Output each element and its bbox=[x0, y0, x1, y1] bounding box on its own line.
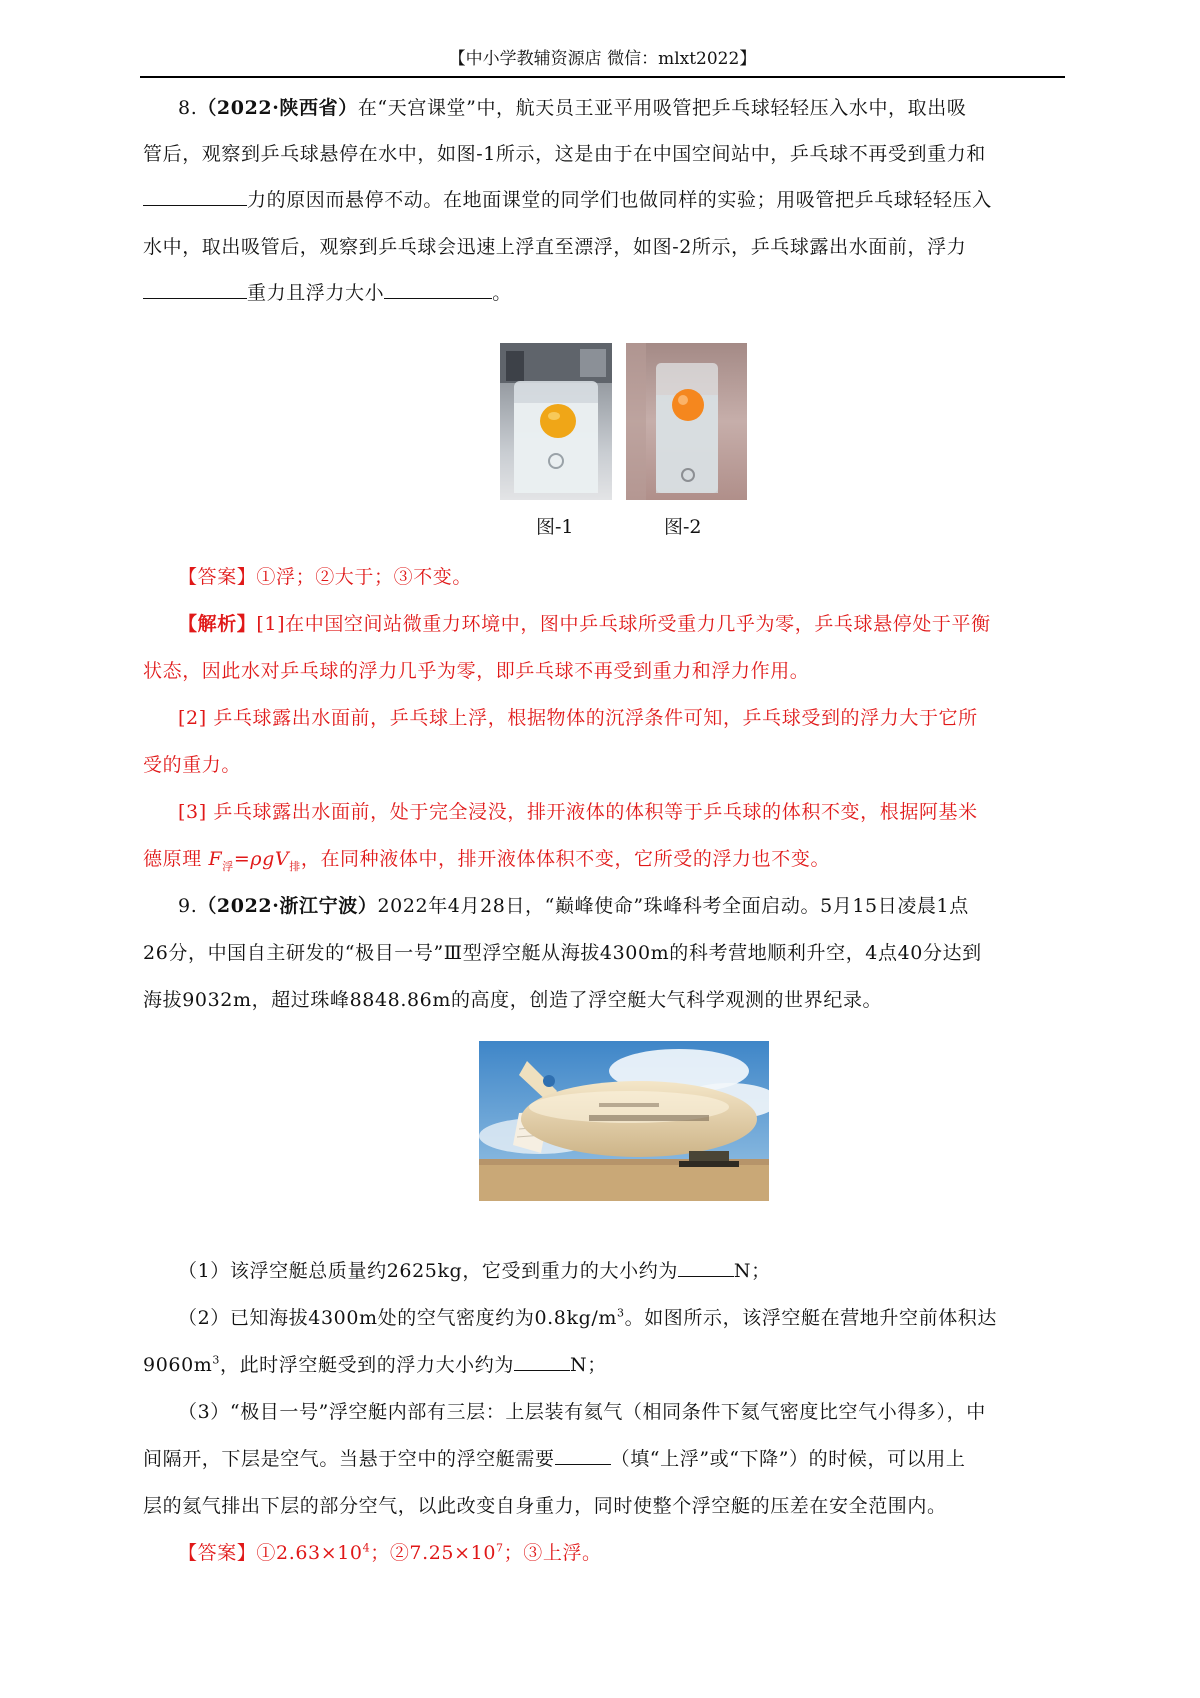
q9-part-3: （3）“极目一号”浮空艇内部有三层：上层装有氦气（相同条件下氦气密度比空气小得多），中 bbox=[178, 1401, 986, 1423]
q8-text-3: 力的原因而悬停不动。在地面课堂的同学们也做同样的实验；用吸管把乒乓球轻轻压入 bbox=[247, 189, 992, 211]
q9-part-2 bbox=[178, 1303, 1065, 1330]
q9-part-2-unit: N； bbox=[570, 1354, 607, 1376]
formula-F: F bbox=[208, 848, 223, 870]
q8-blank-3 bbox=[384, 282, 492, 299]
q9-part-3-cont-2: 层的氦气排出下层的部分空气，以此改变自身重力，同时使整个浮空艇的压差在安全范围内。 bbox=[143, 1495, 947, 1517]
q8-line-5 bbox=[143, 278, 1065, 305]
q8-line-1 bbox=[178, 93, 1065, 120]
q9-part-2-text-b: 。如图所示，该浮空艇在营地升空前体积达 bbox=[624, 1307, 997, 1329]
q9-answer bbox=[178, 1538, 1065, 1565]
q9-part-1-text: （1）该浮空艇总质量约2625kg，它受到重力的大小约为 bbox=[178, 1260, 678, 1282]
q9-text-1: 2022年4月28日，“巅峰使命”珠峰科考全面启动。5月15日凌晨1点 bbox=[377, 895, 969, 917]
q9-part-2-sup-2: 3 bbox=[212, 1353, 220, 1367]
q9-part-3-cont bbox=[143, 1444, 1065, 1471]
q8-text-1: 在“天宫课堂”中，航天员王亚平用吸管把乒乓球轻轻压入水中，取出吸 bbox=[357, 97, 967, 119]
q8-analysis-line-2: 状态，因此水对乒乓球的浮力几乎为零，即乒乓球不再受到重力和浮力作用。 bbox=[143, 660, 810, 682]
q9-part-3-text-b: 间隔开，下层是空气。当悬于空中的浮空艇需要 bbox=[143, 1448, 555, 1470]
q8-answer bbox=[178, 562, 1065, 589]
q9-line-3: 海拔9032m，超过珠峰8848.86m的高度，创造了浮空艇大气科学观测的世界纪录。 bbox=[143, 989, 883, 1011]
q9-answer-tag: 【答案】 bbox=[178, 1542, 257, 1564]
q8-text-5-end: 。 bbox=[492, 282, 512, 304]
q9-number: 9. bbox=[178, 895, 198, 917]
q8-line-3 bbox=[143, 185, 1065, 212]
figure-1-caption: 图-1 bbox=[536, 516, 574, 538]
formula-sub-pai: 排 bbox=[289, 859, 301, 873]
q9-source: （2022·浙江宁波） bbox=[197, 895, 378, 917]
q8-source: （2022·陕西省） bbox=[197, 97, 358, 119]
q8-analysis-line-4: 受的重力。 bbox=[143, 754, 242, 776]
q8-analysis-tag: 【解析】 bbox=[178, 613, 257, 635]
q8-line-4: 水中，取出吸管后，观察到乒乓球会迅速上浮直至漂浮，如图-2所示，乒乓球露出水面前，浮力 bbox=[143, 236, 967, 258]
q9-line-1 bbox=[178, 891, 1065, 918]
q8-text-5: 重力且浮力大小 bbox=[247, 282, 385, 304]
q9-ans-2: ；②7.25×10 bbox=[370, 1542, 497, 1564]
q9-blank-1 bbox=[678, 1260, 734, 1277]
q8-analysis-line-1 bbox=[178, 609, 1065, 636]
q9-blank-3 bbox=[555, 1448, 611, 1465]
q9-line-2: 26分，中国自主研发的“极目一号”Ⅲ型浮空艇从海拔4300m的科考营地顺利升空，4点40分达到 bbox=[143, 942, 982, 964]
q9-blank-2 bbox=[514, 1354, 570, 1371]
q9-ans-1: ①2.63×10 bbox=[256, 1542, 363, 1564]
q9-part-2-sup: 3 bbox=[616, 1306, 625, 1320]
q9-part-2-text-d: ，此时浮空艇受到的浮力大小约为 bbox=[219, 1354, 514, 1376]
q9-part-1 bbox=[178, 1256, 1065, 1283]
q9-part-2-text-c: 9060m bbox=[143, 1354, 213, 1376]
airship-photo bbox=[479, 1041, 769, 1201]
q8-analysis-line-6 bbox=[143, 844, 1065, 874]
q9-ans-3: ；③上浮。 bbox=[503, 1542, 602, 1564]
q9-part-3-text-c: （填“上浮”或“下降”）的时候，可以用上 bbox=[610, 1448, 966, 1470]
q8-answer-tag: 【答案】 bbox=[178, 566, 257, 588]
q9-part-2-cont bbox=[143, 1350, 1065, 1377]
q8-analysis-text-6a: 德原理 bbox=[143, 848, 202, 870]
q9-ans-1-sup: 4 bbox=[362, 1541, 371, 1555]
q8-analysis-line-5: [3] 乒乓球露出水面前，处于完全浸没，排开液体的体积等于乒乓球的体积不变，根据阿基米 bbox=[178, 801, 978, 823]
q8-answer-text: ①浮；②大于；③不变。 bbox=[256, 566, 473, 588]
q9-part-1-unit: N； bbox=[733, 1260, 771, 1282]
q8-analysis-line-3: [2] 乒乓球露出水面前，乒乓球上浮，根据物体的沉浮条件可知，乒乓球受到的浮力大于它所 bbox=[178, 707, 978, 729]
q8-line-2: 管后，观察到乒乓球悬停在水中，如图-1所示，这是由于在中国空间站中，乒乓球不再受到重力和 bbox=[143, 143, 986, 165]
formula-rhs: =ρgV bbox=[233, 848, 290, 870]
formula-sub-fu: 浮 bbox=[222, 859, 234, 873]
figure-2-photo bbox=[626, 343, 747, 500]
q8-blank-2 bbox=[143, 282, 247, 299]
q8-analysis-text-6b: ，在同种液体中，排开液体体积不变，它所受的浮力也不变。 bbox=[300, 848, 831, 870]
page-header: 【中小学教辅资源店 微信：mlxt2022】 bbox=[140, 42, 1065, 78]
q8-blank-1 bbox=[143, 189, 247, 206]
q9-part-2-text: （2）已知海拔4300m处的空气密度约为0.8kg/m bbox=[178, 1307, 617, 1329]
figure-2-caption: 图-2 bbox=[664, 516, 702, 538]
figure-1-photo bbox=[500, 343, 612, 500]
q8-analysis-text-1: [1]在中国空间站微重力环境中，图中乒乓球所受重力几乎为零，乒乓球悬停处于平衡 bbox=[256, 613, 991, 635]
q8-number: 8. bbox=[178, 97, 198, 119]
q9-ans-2-sup: 7 bbox=[496, 1541, 504, 1555]
